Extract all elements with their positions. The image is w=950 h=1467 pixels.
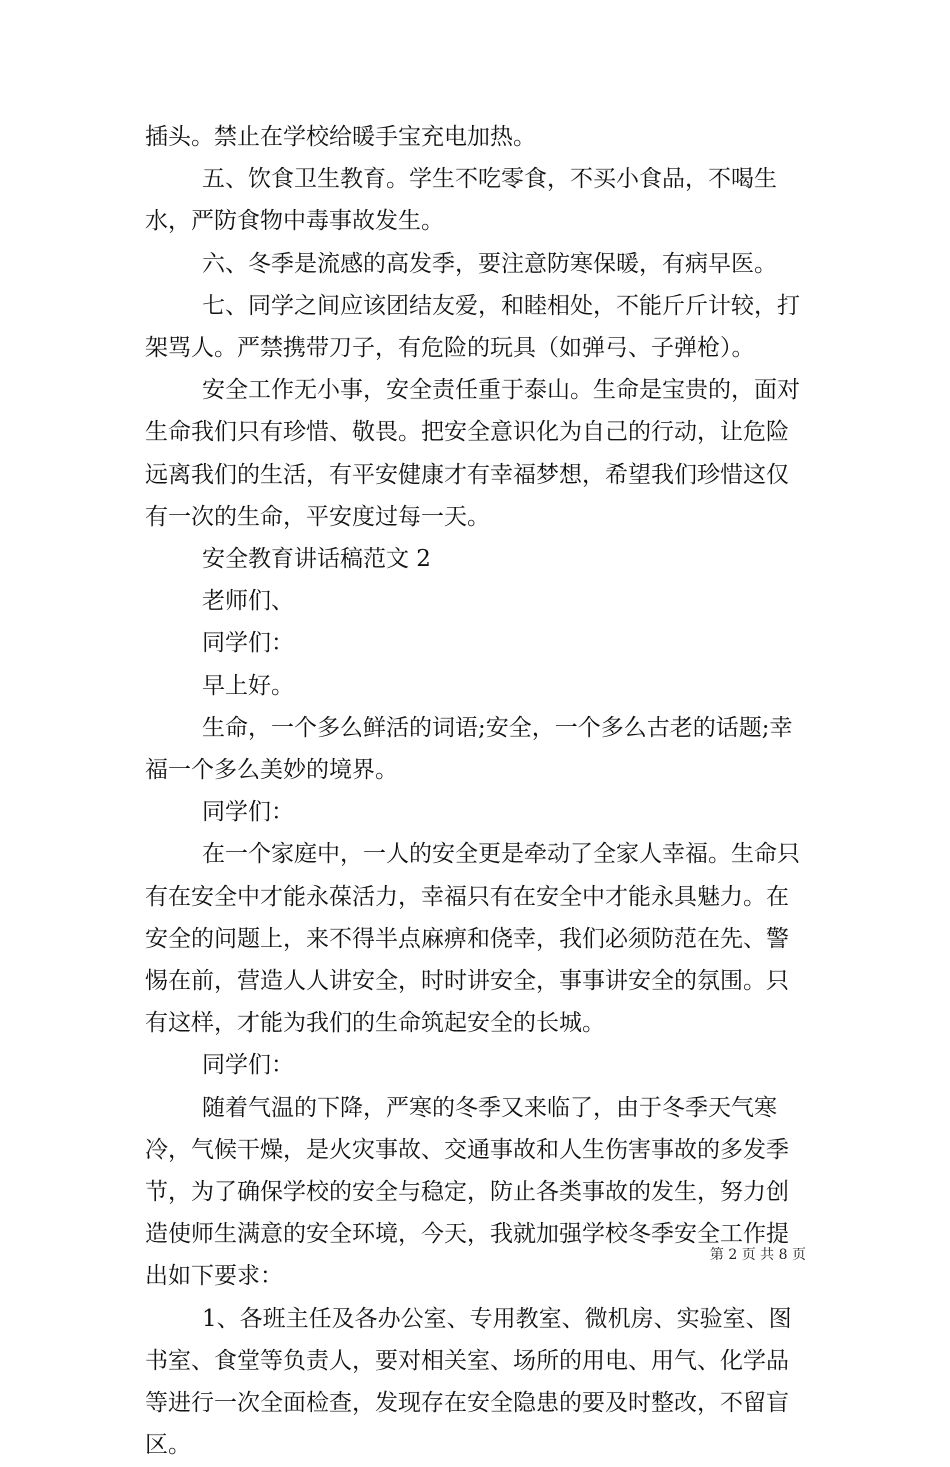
salutation: 同学们： [202,1052,294,1079]
paragraph: 六、冬季是流感的高发季，要注意防寒保暖，有病早医。 [202,250,777,277]
salutation: 同学们： [202,799,294,826]
paragraph: 安全工作无小事，安全责任重于泰山。生命是宝贵的，面对生命我们只有珍惜、敬畏。把安全意识化为自己的行动，让危险远离我们的生活，有平安健康才有幸福梦想，希望我们珍惜这仅有一次的生命，平安度过每一天。 [145,377,800,530]
paragraph: 七、同学之间应该团结友爱，和睦相处，不能斤斤计较，打架骂人。严禁携带刀子，有危险的玩具（如弹弓、子弹枪）。 [145,292,800,362]
paragraph: 在一个家庭中，一人的安全更是牵动了全家人幸福。生命只有在安全中才能永葆活力，幸福只有在安全中才能永具魅力。在安全的问题上，来不得半点麻痹和侥幸，我们必须防范在先、警惕在前，营造人人讲安全，时时讲安全，事事讲安全的氛围。只有这样，才能为我们的生命筑起安全的长城。 [145,841,800,1037]
paragraph: 插头。禁止在学校给暖手宝充电加热。 [145,124,536,150]
paragraph: 五、饮食卫生教育。学生不吃零食，不买小食品，不喝生水，严防食物中毒事故发生。 [145,166,777,235]
salutation: 同学们： [202,630,294,657]
paragraph: 随着气温的下降，严寒的冬季又来临了，由于冬季天气寒冷，气候干燥，是火灾事故、交通事故和人生伤害事故的多发季节，为了确保学校的安全与稳定，防止各类事故的发生，努力创造使师生满意的安全环境，今天，我就加强学校冬季安全工作提出如下要求： [145,1094,789,1290]
page-number: 第 2 页 共 8 页 [709,1247,806,1263]
paragraph: 生命，一个多么鲜活的词语;安全，一个多么古老的话题;幸福一个多么美妙的境界。 [145,714,793,784]
paragraph: 1、各班主任及各办公室、专用教室、微机房、实验室、图书室、食堂等负责人，要对相关室、场所的用电、用气、化学品等进行一次全面检查，发现存在安全隐患的要及时整改，不留盲区。 [145,1305,792,1459]
section-title: 安全教育讲话稿范文 2 [202,546,431,573]
salutation: 老师们、 [202,588,294,615]
greeting: 早上好。 [202,672,294,699]
